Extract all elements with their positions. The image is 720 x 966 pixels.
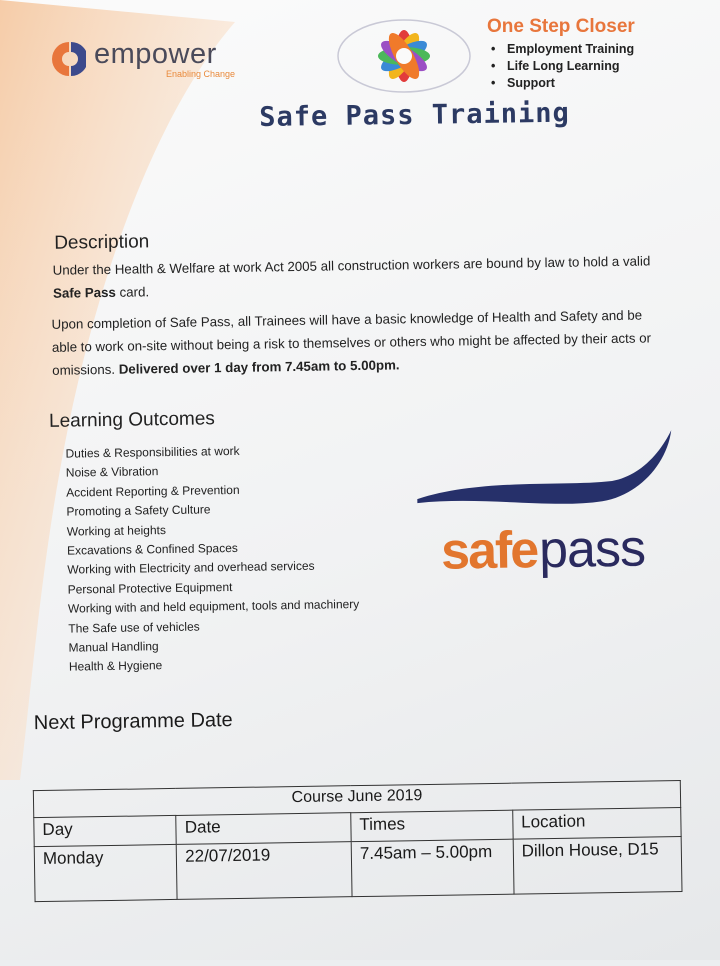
list-item: Working with and held equipment, tools and machinery xyxy=(67,597,360,616)
list-item: Duties & Responsibilities at work xyxy=(65,443,240,461)
paragraph-bold-text: Delivered over 1 day from 7.45am to 5.00pm. xyxy=(118,357,400,377)
table-cell-date: 22/07/2019 xyxy=(177,842,353,900)
next-programme-heading: Next Programme Date xyxy=(33,709,233,735)
list-item: Noise & Vibration xyxy=(65,464,159,481)
description-paragraph-2 xyxy=(51,303,662,382)
learning-outcomes-heading: Learning Outcomes xyxy=(48,408,216,432)
description-heading: Description xyxy=(54,231,150,254)
paragraph-text: Under the Health & Welfare at work Act 2005 all construction workers are bound by law to hold a valid xyxy=(52,253,651,278)
table-cell-location: Dillon House, D15 xyxy=(513,836,682,894)
paragraph-text: card. xyxy=(115,284,150,300)
empower-tagline: Enabling Change xyxy=(166,69,236,79)
table-header-location: Location xyxy=(512,808,681,840)
list-item: Working at heights xyxy=(66,522,167,539)
table-header-day: Day xyxy=(34,815,177,846)
one-step-closer-title: One Step Closer xyxy=(487,16,635,37)
list-item: Working with Electricity and overhead services xyxy=(67,559,315,578)
paragraph-text: Upon completion of Safe Pass, all Trainees will have a basic knowledge of Health and Safety and be able to work on-site without being a risk to themselves or others who might be affected by their acts or omissions. xyxy=(51,307,652,378)
safepass-word-pass: pass xyxy=(538,519,646,580)
learning-outcomes-list xyxy=(65,440,360,677)
list-item: Manual Handling xyxy=(68,639,159,655)
paragraph-bold-text: Safe Pass xyxy=(52,284,116,301)
table-header-date: Date xyxy=(176,813,351,845)
list-item: • Employment Training xyxy=(487,41,687,58)
safepass-swoosh xyxy=(416,430,672,506)
course-table xyxy=(33,780,683,902)
list-item: • Support xyxy=(487,75,687,92)
safepass-word-safe: safe xyxy=(440,521,538,581)
list-item: Personal Protective Equipment xyxy=(67,579,233,597)
list-item: Excavations & Confined Spaces xyxy=(66,540,238,558)
empower-name: empower xyxy=(94,38,217,70)
table-row xyxy=(34,836,682,901)
table-cell-day: Monday xyxy=(34,844,177,901)
list-item: The Safe use of vehicles xyxy=(68,619,200,636)
description-paragraph-1 xyxy=(52,249,673,305)
safepass-logo xyxy=(411,425,683,589)
list-item: Health & Hygiene xyxy=(68,658,163,675)
table-header-times: Times xyxy=(351,810,513,842)
page-title: Safe Pass Training xyxy=(259,97,571,133)
list-item: Promoting a Safety Culture xyxy=(66,502,211,519)
list-item: • Life Long Learning xyxy=(487,58,687,75)
course-table-caption: Course June 2019 xyxy=(33,781,680,818)
table-cell-times: 7.45am – 5.00pm xyxy=(351,839,514,897)
list-item: Accident Reporting & Prevention xyxy=(66,482,240,500)
